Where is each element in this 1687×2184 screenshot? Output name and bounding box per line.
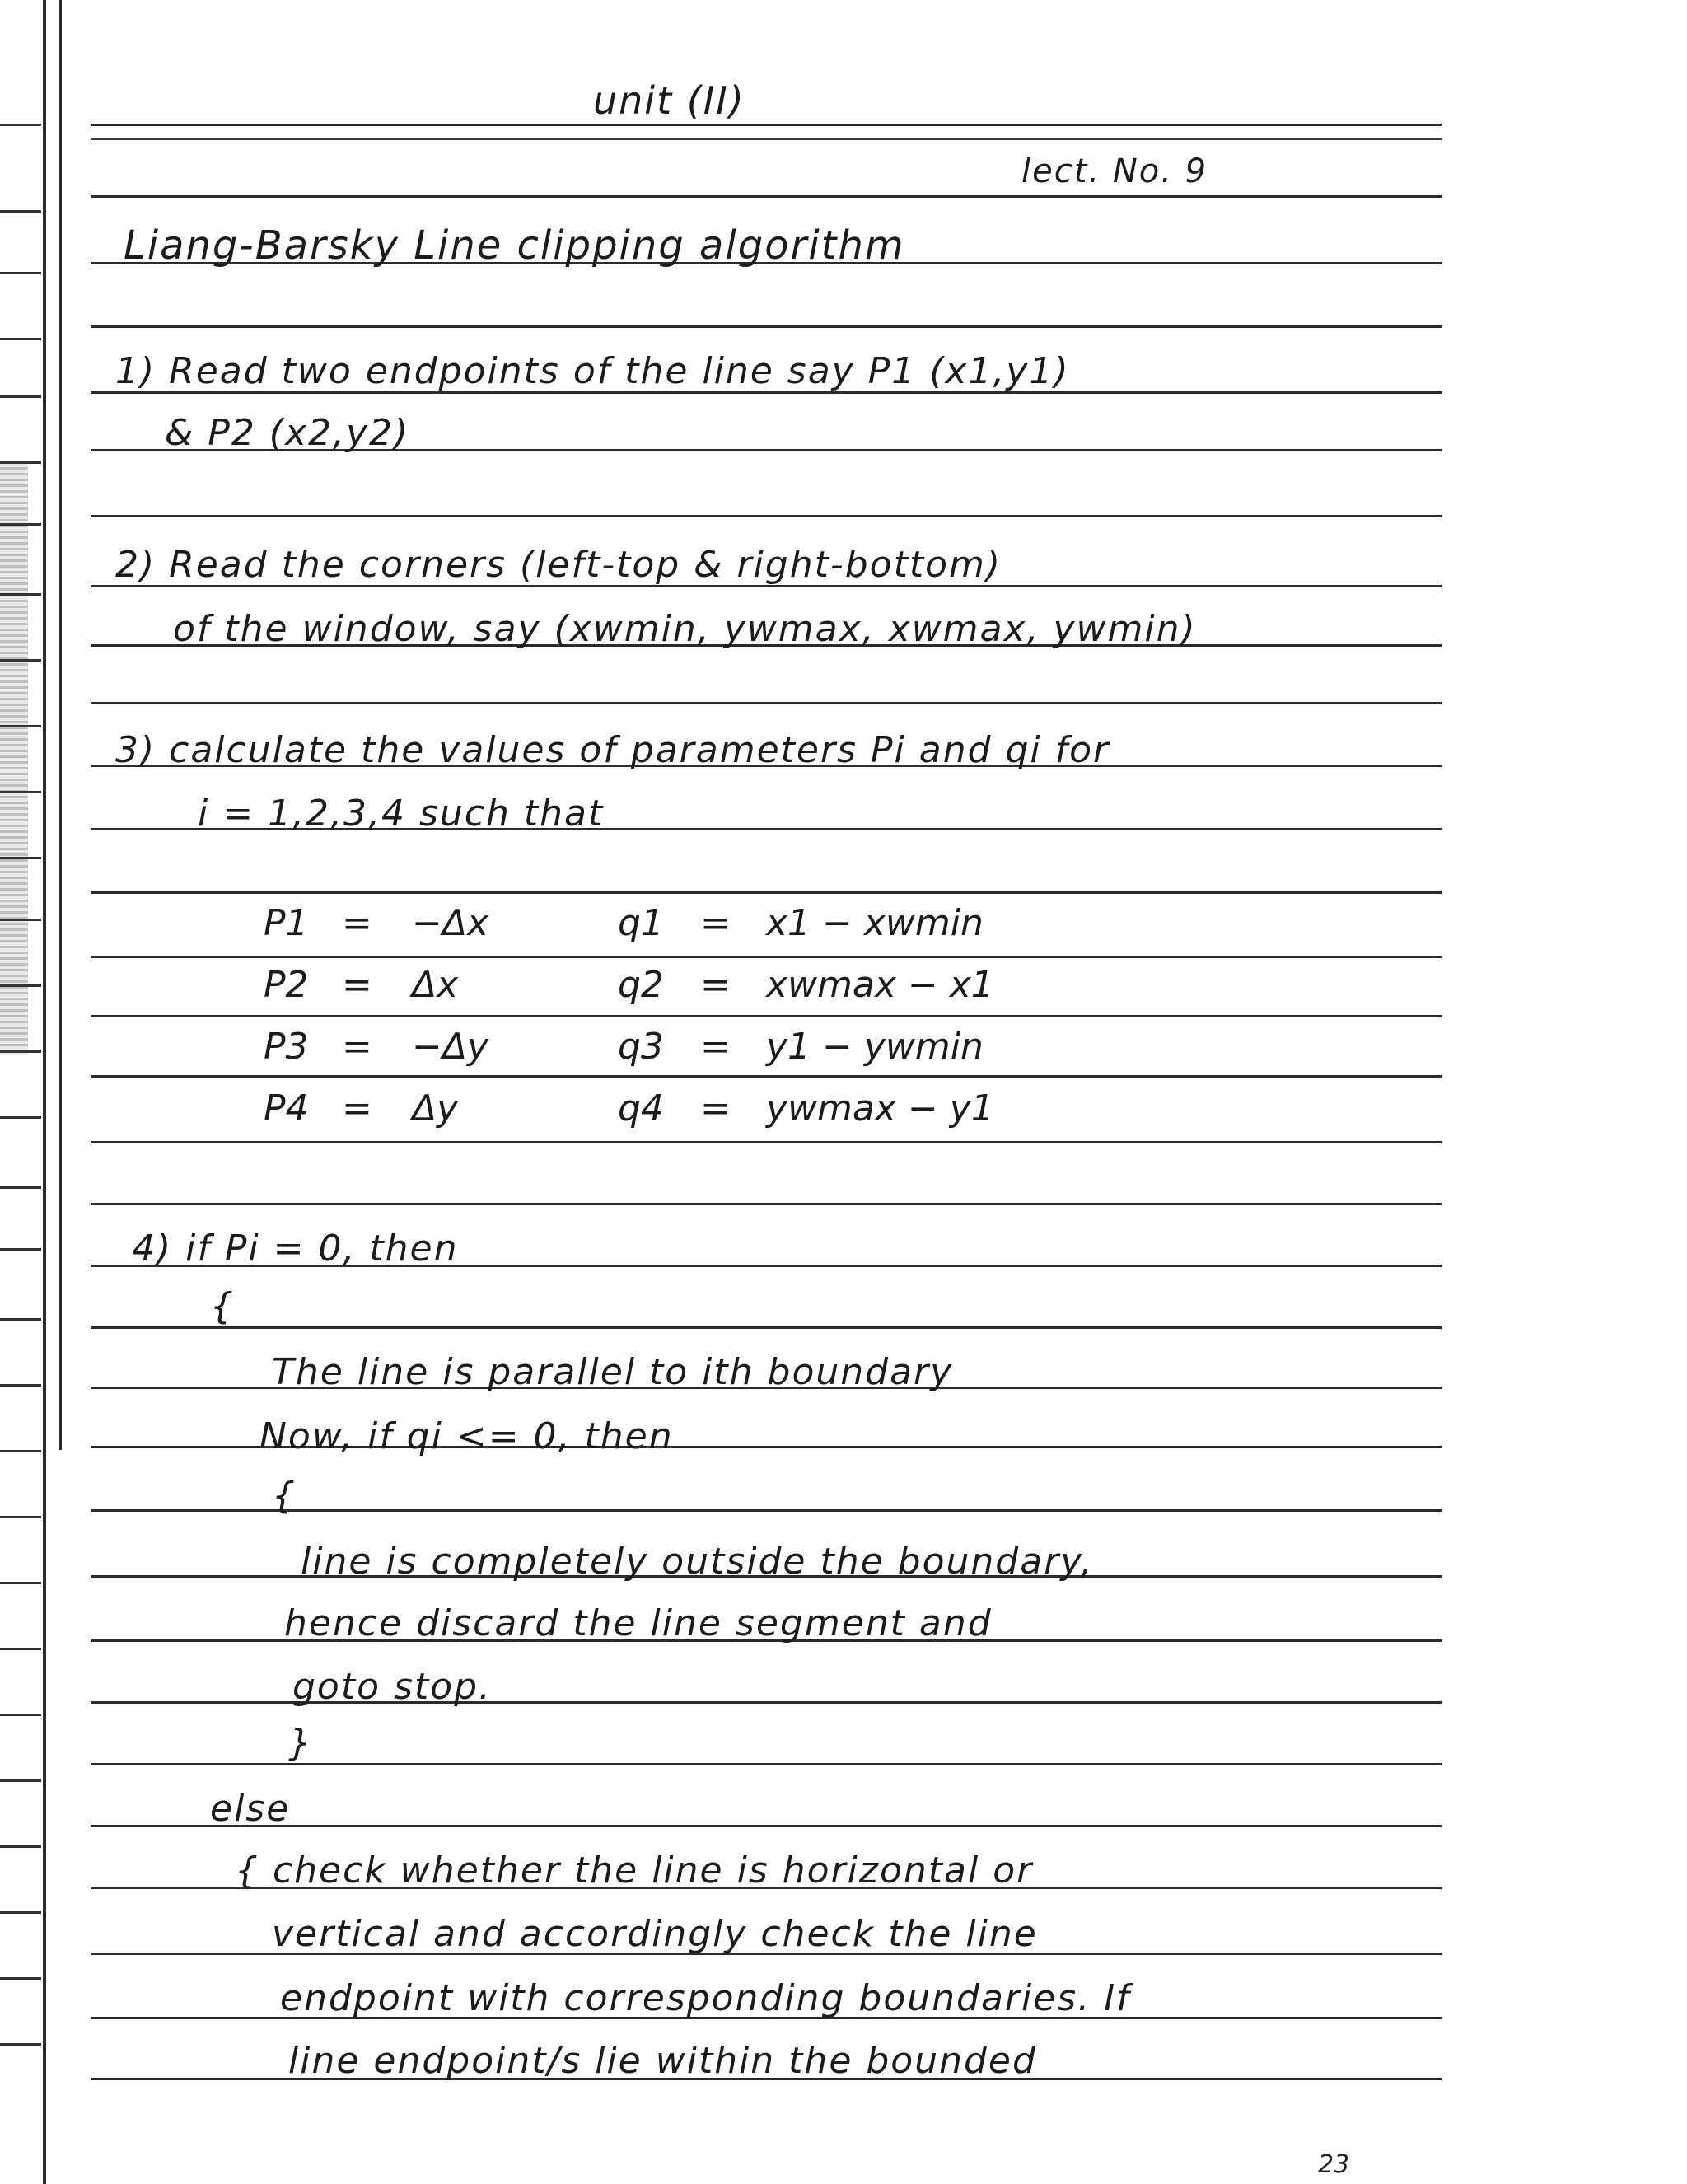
- margin-tick: [0, 1318, 41, 1321]
- ruled-line: [91, 515, 1442, 517]
- margin-tick: [0, 1116, 41, 1119]
- lecture-number: lect. No. 9: [1021, 152, 1208, 190]
- ruled-line: [91, 1203, 1442, 1205]
- margin-tick: [0, 1582, 41, 1584]
- q-value: ywmax − y1: [766, 1087, 994, 1129]
- margin-tick: [0, 1050, 41, 1053]
- p-label: P3: [264, 1026, 309, 1068]
- equals-sign: =: [700, 1026, 731, 1068]
- margin-tick: [0, 1186, 41, 1189]
- p-value: Δy: [412, 1087, 459, 1129]
- q-label: q1: [618, 902, 664, 944]
- margin-tick: [0, 461, 41, 464]
- step4-line4: line is completely outside the boundary,: [301, 1541, 1094, 1583]
- p-label: P2: [264, 964, 309, 1006]
- ruled-line: [91, 1075, 1442, 1078]
- margin-tick: [0, 1248, 41, 1251]
- margin-tick: [0, 1845, 41, 1848]
- p-label: P4: [264, 1087, 309, 1129]
- brace-open-2: {: [272, 1475, 297, 1517]
- margin-tick: [0, 1977, 41, 1980]
- ruled-line: [91, 195, 1442, 198]
- else-line2: vertical and accordingly check the line: [272, 1913, 1038, 1955]
- step1-line2: & P2 (x2,y2): [165, 412, 410, 454]
- p-value: Δx: [412, 964, 459, 1006]
- equals-sign: =: [342, 1026, 372, 1068]
- step4-line5: hence discard the line segment and: [284, 1602, 993, 1644]
- equals-sign: =: [342, 964, 372, 1006]
- algorithm-title: Liang-Barsky Line clipping algorithm: [124, 222, 905, 269]
- step4-line1: 4) if Pi = 0, then: [132, 1228, 459, 1270]
- scan-edge-shadow: [0, 461, 28, 1055]
- margin-tick: [0, 395, 41, 398]
- ruled-line: [91, 702, 1442, 704]
- ruled-line: [91, 1015, 1442, 1017]
- margin-tick: [0, 210, 41, 213]
- equals-sign: =: [342, 902, 372, 944]
- margin-tick: [0, 791, 41, 793]
- else-line4: line endpoint/s lie within the bounded: [288, 2040, 1037, 2082]
- margin-tick: [0, 1779, 41, 1782]
- margin-tick: [0, 1384, 41, 1387]
- margin-tick: [0, 919, 41, 921]
- margin-line: [43, 0, 46, 2184]
- margin-tick: [0, 1516, 41, 1518]
- margin-tick: [0, 659, 41, 662]
- else-label: else: [210, 1788, 291, 1830]
- q-label: q2: [618, 964, 664, 1006]
- equals-sign: =: [342, 1087, 372, 1129]
- equals-sign: =: [700, 902, 731, 944]
- step1-line1: 1) Read two endpoints of the line say P1 (x1,y1): [115, 350, 1070, 392]
- step3-line1: 3) calculate the values of parameters Pi and qi for: [115, 729, 1110, 771]
- ruled-line: [91, 956, 1442, 958]
- equals-sign: =: [700, 964, 731, 1006]
- margin-tick: [0, 1714, 41, 1716]
- margin-line-inner: [59, 0, 62, 1450]
- margin-tick: [0, 725, 41, 727]
- p-value: −Δy: [412, 1026, 489, 1068]
- p-value: −Δx: [412, 902, 489, 944]
- step4-line3: Now, if qi <= 0, then: [259, 1415, 674, 1457]
- q-value: xwmax − x1: [766, 964, 994, 1006]
- else-line1: { check whether the line is horizontal or: [235, 1850, 1034, 1892]
- margin-tick: [0, 1911, 41, 1914]
- brace-close-2: }: [288, 1722, 313, 1764]
- ruled-line: [91, 138, 1442, 140]
- margin-tick: [0, 984, 41, 987]
- q-label: q3: [618, 1026, 664, 1068]
- q-value: x1 − xwmin: [766, 902, 984, 944]
- ruled-line: [91, 1825, 1442, 1827]
- ruled-line: [91, 124, 1442, 126]
- ruled-line: [91, 1141, 1442, 1143]
- margin-tick: [0, 124, 41, 126]
- margin-tick: [0, 1450, 41, 1452]
- ruled-line: [91, 891, 1442, 894]
- unit-title: unit (II): [593, 78, 745, 123]
- q-label: q4: [618, 1087, 664, 1129]
- equals-sign: =: [700, 1087, 731, 1129]
- else-line3: endpoint with corresponding boundaries. If: [280, 1977, 1131, 2019]
- step2-line2: of the window, say (xwmin, ywmax, xwmax, ywmin): [173, 608, 1197, 650]
- page-number: 23: [1318, 2150, 1350, 2179]
- margin-tick: [0, 1648, 41, 1650]
- margin-tick: [0, 272, 41, 274]
- p-label: P1: [264, 902, 309, 944]
- step2-line1: 2) Read the corners (left-top & right-bottom): [115, 544, 1002, 586]
- margin-tick: [0, 523, 41, 526]
- step4-line6: goto stop.: [292, 1666, 493, 1708]
- step4-line2: The line is parallel to ith boundary: [272, 1351, 954, 1393]
- brace-open-1: {: [210, 1285, 235, 1327]
- ruled-line: [91, 325, 1442, 328]
- margin-tick: [0, 593, 41, 596]
- q-value: y1 − ywmin: [766, 1026, 984, 1068]
- step3-line2: i = 1,2,3,4 such that: [198, 793, 605, 835]
- ruled-line: [91, 1326, 1442, 1329]
- margin-tick: [0, 338, 41, 340]
- margin-tick: [0, 2043, 41, 2046]
- margin-tick: [0, 857, 41, 859]
